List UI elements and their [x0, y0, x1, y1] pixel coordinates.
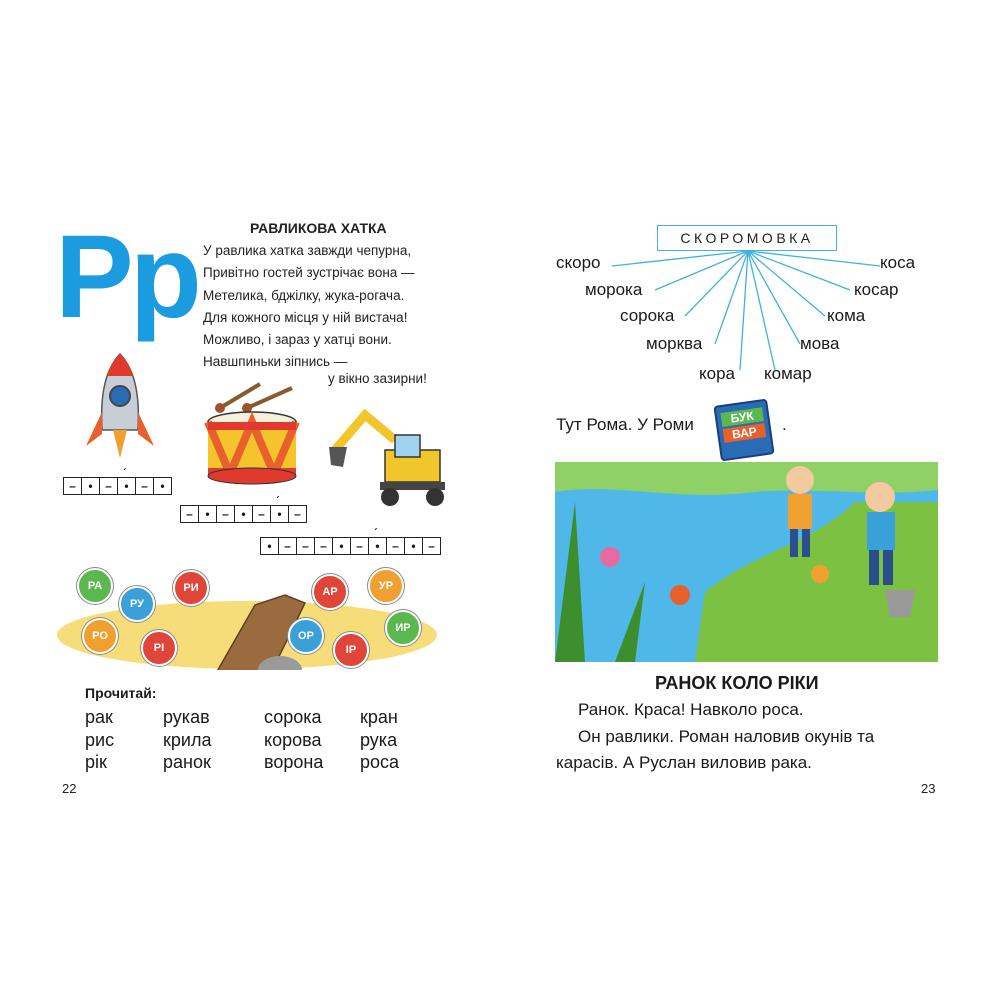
scheme-cell: ˊ •	[271, 506, 289, 522]
syllable-snail: АР	[312, 574, 348, 610]
word-list-item: сорока	[264, 707, 322, 727]
scheme-cell: –	[217, 506, 235, 522]
syllable-snail: РИ	[173, 570, 209, 606]
syllable-snail: РІ	[141, 630, 177, 666]
sentence-text: Тут Рома. У Роми	[556, 415, 694, 434]
tongue-twister-word: кома	[827, 306, 866, 325]
word-list-item: крила	[163, 730, 212, 750]
book-icon	[713, 399, 774, 462]
big-letter-heading: Рр	[55, 211, 198, 343]
scheme-cell: ˊ •	[118, 478, 136, 494]
scheme-cell: –	[294, 507, 301, 521]
word-list-item: кран	[360, 707, 398, 727]
word-list-item: ворона	[264, 752, 324, 772]
poem-line: у вікно зазирни!	[328, 371, 427, 386]
sound-scheme-excavator	[260, 537, 441, 555]
tongue-twister-word: морква	[646, 334, 703, 353]
tongue-twister-word: мова	[800, 334, 840, 353]
scheme-cell: –	[279, 538, 297, 554]
sentence-end: .	[782, 415, 787, 434]
rocket-illustration	[80, 350, 160, 465]
story-line: Ранок. Краса! Навколо роса.	[578, 700, 804, 719]
poem-line: Привітно гостей зустрічає вона —	[203, 265, 415, 280]
word-list-item: рукав	[163, 707, 210, 727]
poem-line: Можливо, і зараз у хатці вони.	[203, 332, 392, 347]
river-scene-illustration	[555, 462, 938, 662]
poem-line: Для кожного місця у ній вистача!	[203, 310, 408, 325]
scheme-cell: –	[253, 506, 271, 522]
tongue-twister-word: коса	[880, 253, 916, 272]
read-instruction-label: Прочитай:	[85, 685, 157, 701]
scheme-cell: •	[160, 479, 165, 493]
scheme-cell: •	[82, 478, 100, 494]
poem-line: Метелика, бджілку, жука-рогача.	[203, 288, 405, 303]
syllable-snail: РО	[82, 618, 118, 654]
scheme-cell: •	[261, 538, 279, 554]
word-list-item: роса	[360, 752, 400, 772]
poem-line: У равлика хатка завжди чепурна,	[203, 243, 412, 258]
scheme-cell: –	[181, 506, 199, 522]
tongue-twister-word: кора	[699, 364, 735, 383]
word-list-item: корова	[264, 730, 322, 750]
scheme-cell: •	[199, 506, 217, 522]
book-label: БУК	[720, 407, 764, 427]
snail-syllables-illustration	[55, 560, 440, 675]
story-line: Он равлики. Роман наловив окунів та	[578, 727, 875, 746]
story-title: РАНОК КОЛО РІКИ	[655, 673, 819, 693]
scheme-cell: •	[235, 506, 253, 522]
word-list-item: рак	[85, 707, 113, 727]
scheme-cell: –	[315, 538, 333, 554]
tongue-twister-word: морока	[585, 280, 643, 299]
syllable-snail: РА	[77, 568, 113, 604]
scheme-cell: ˊ •	[369, 538, 387, 554]
tongue-twister-word: сорока	[620, 306, 675, 325]
tongue-twister-word: косар	[854, 280, 899, 299]
word-list-item: рука	[360, 730, 398, 750]
tongue-twister-title: СКОРОМОВКА	[657, 225, 837, 251]
word-list-item: рік	[85, 752, 107, 772]
scheme-cell: –	[100, 478, 118, 494]
scheme-cell: •	[405, 538, 423, 554]
sound-scheme-rocket	[63, 477, 172, 495]
poem-line: Навшпиньки зіпнись —	[203, 354, 348, 369]
page-number-left: 22	[62, 781, 77, 796]
tongue-twister-word: комар	[764, 364, 812, 383]
word-list-item: ранок	[163, 752, 211, 772]
book-label: ВАР	[723, 423, 767, 443]
page-number-right: 23	[921, 781, 936, 796]
syllable-snail: ИР	[385, 610, 421, 646]
drum-illustration	[202, 380, 302, 490]
scheme-cell: –	[387, 538, 405, 554]
sound-scheme-drum	[180, 505, 307, 523]
syllable-snail: ОР	[288, 618, 324, 654]
poem-title: РАВЛИКОВА ХАТКА	[250, 220, 387, 236]
syllable-snail: УР	[368, 568, 404, 604]
tongue-twister-word: скоро	[556, 253, 601, 272]
scheme-cell: –	[136, 478, 154, 494]
scheme-cell: •	[333, 538, 351, 554]
excavator-illustration	[325, 405, 450, 510]
word-list-item: рис	[85, 730, 115, 750]
story-line: карасів. А Руслан виловив рака.	[556, 753, 812, 772]
scheme-cell: –	[297, 538, 315, 554]
scheme-cell: –	[428, 539, 435, 553]
syllable-snail: ІР	[333, 632, 369, 668]
scheme-cell: –	[64, 478, 82, 494]
scheme-cell: –	[351, 538, 369, 554]
syllable-snail: РУ	[119, 586, 155, 622]
